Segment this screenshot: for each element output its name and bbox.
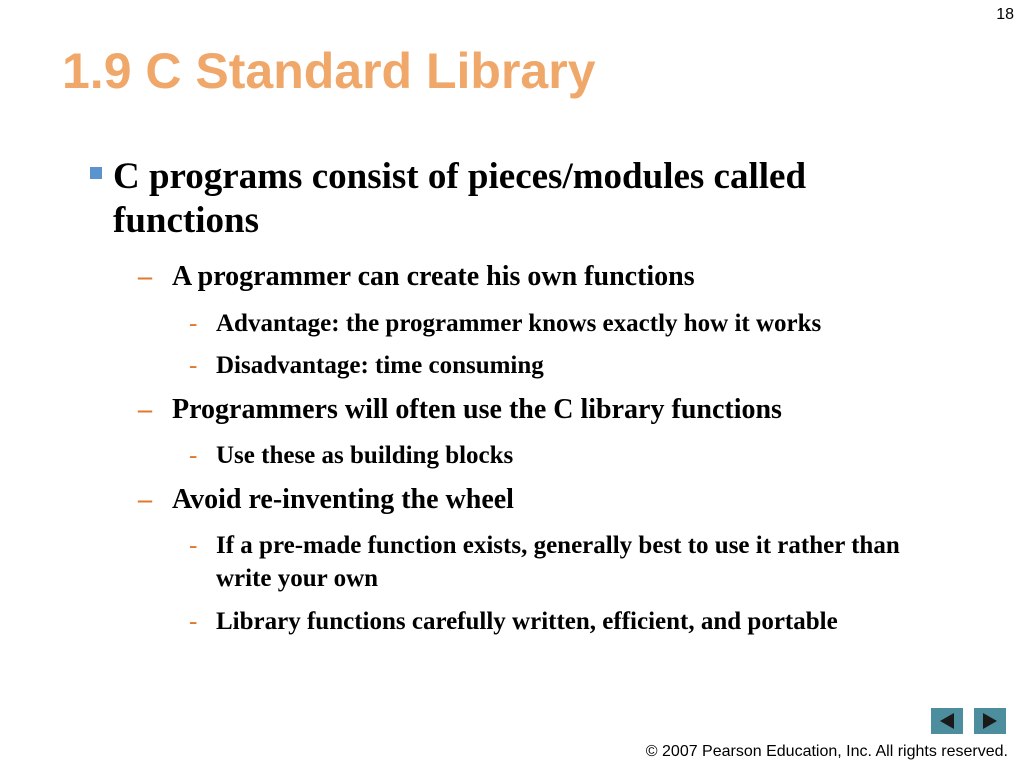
dash-bullet: –	[138, 484, 152, 515]
dash-bullet: –	[138, 394, 152, 425]
dash-bullet: -	[189, 532, 198, 559]
sub-point-3a: If a pre-made function exists, generally best to use it rather than write your own	[216, 532, 900, 592]
next-slide-button[interactable]	[974, 708, 1006, 734]
square-bullet-icon	[90, 167, 102, 179]
copyright-footer: © 2007 Pearson Education, Inc. All rights reserved.	[645, 743, 1008, 760]
sub-point-1b: Disadvantage: time consuming	[216, 352, 544, 379]
previous-slide-button[interactable]	[931, 708, 963, 734]
slide-number: 18	[996, 6, 1014, 23]
main-point: C programs consist of pieces/modules called functions	[113, 156, 807, 241]
sub-point-3: Avoid re-inventing the wheel	[172, 484, 514, 515]
triangle-right-icon	[981, 712, 999, 730]
sub-point-2: Programmers will often use the C library functions	[172, 394, 782, 425]
sub-point-1: A programmer can create his own functions	[172, 261, 695, 292]
dash-bullet: –	[138, 261, 152, 292]
sub-point-1a: Advantage: the programmer knows exactly how it works	[216, 310, 822, 337]
slide-title: 1.9 C Standard Library	[62, 43, 596, 99]
triangle-left-icon	[938, 712, 956, 730]
dash-bullet: -	[189, 442, 198, 469]
sub-point-2a: Use these as building blocks	[216, 442, 514, 469]
dash-bullet: -	[189, 310, 198, 337]
sub-point-3b: Library functions carefully written, efficient, and portable	[216, 608, 838, 635]
dash-bullet: -	[189, 352, 198, 379]
dash-bullet: -	[189, 608, 198, 635]
